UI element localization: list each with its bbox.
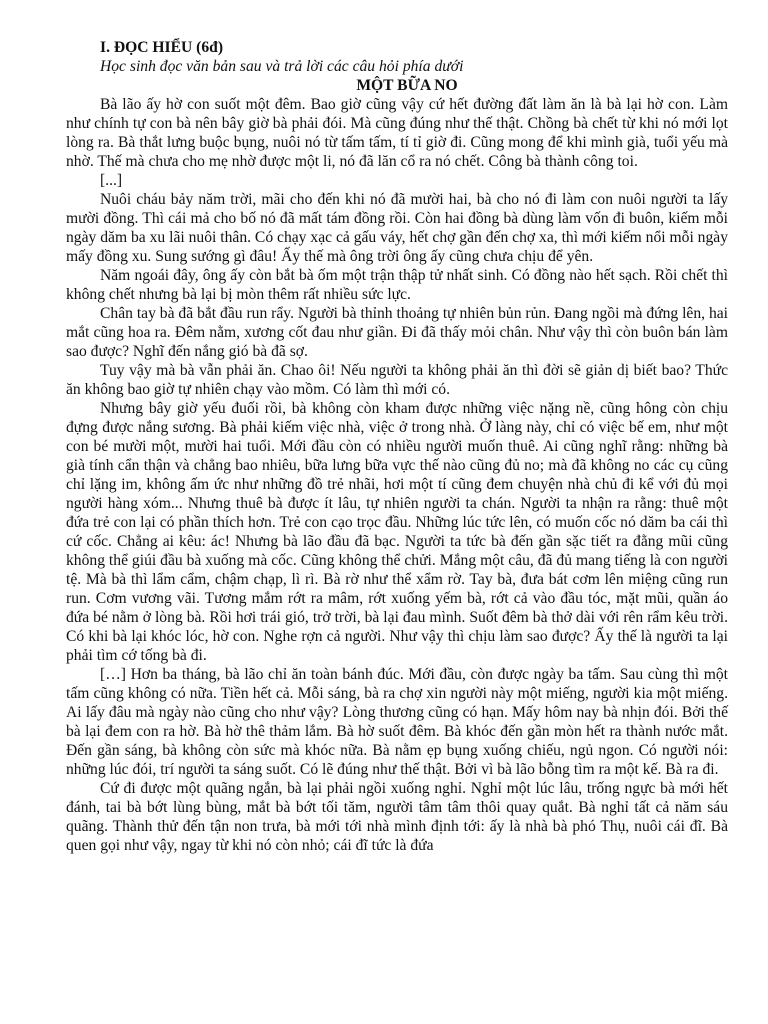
paragraph-5: Tuy vậy mà bà vẫn phải ăn. Chao ôi! Nếu người ta không phải ăn thì đời sẽ giản dị biết bao? Thức ăn không bao giờ tự nhiên chạy vào mồm. Có làm thì mới có. — [66, 362, 728, 398]
paragraph-7: […] Hơn ba tháng, bà lão chỉ ăn toàn bánh đúc. Mới đầu, còn được ngày ba tấm. Sau cùng thì một tấm cũng không có nữa. Tiền hết cả. Mỗi sáng, bà ra chợ xin người này một miếng, người kia một miếng. Ai lấy đâu mà ngày nào cũng cho như vậy? Lòng thương cũng có hạn. Mấy hôm nay bà nhịn đói. Bởi thế bà lại đem con ra hờ. Bà hờ thê thảm lắm. Bà hờ suốt đêm. Bà khóc đến gần mòn hết ra thành nước mắt. Đến gần sáng, bà không còn sức mà khóc nữa. Bà nằm ẹp bụng xuống chiếu, ngủ ngon. Có người nói: những lúc đói, trí người ta sáng suốt. Có lẽ đúng như thế thật. Bởi vì bà lão bỗng tìm ra một kế. Bà ra đi. — [66, 666, 728, 778]
story-title: MỘT BỮA NO — [356, 77, 458, 94]
paragraph-3: Năm ngoái đây, ông ấy còn bắt bà ốm một trận thập tử nhất sinh. Có đồng nào hết sạch. Rồi chết thì không chết nhưng bà lại bị mòn thêm rất nhiều sức lực. — [66, 267, 728, 303]
paragraph-2: Nuôi cháu bảy năm trời, mãi cho đến khi nó đã mười hai, bà cho nó đi làm con nuôi người ta lấy mười đồng. Thì cái mả cho bố nó đã mất tám đồng rồi. Còn hai đồng bà dùng làm vốn đi buôn, kiếm mỗi ngày dăm ba xu lãi nuôi thân. Có chạy xạc cả gấu váy, hết chợ gần đến chợ xa, thì mới kiếm nổi mỗi ngày mấy đồng xu. Sung sướng gì đâu! Ấy thế mà ông trời ông ấy cũng chưa chịu để yên. — [66, 191, 728, 265]
paragraph-6: Nhưng bây giờ yếu đuối rồi, bà không còn kham được những việc nặng nề, cũng hông còn chịu đựng được nắng sương. Bà phải kiếm việc nhà, việc ở trong nhà. Ở làng này, chỉ có việc bế em, như một con bé mười một, mười hai tuổi. Mới đầu còn có nhiều người muốn thuê. Ai cũng nghĩ rằng: những bà già tính cẩn thận và chẳng bao nhiêu, bữa lưng bữa vực thế nào cũng đủ no; mà đã không no các cụ cũng chỉ lặng im, không ấm ức như những đồ trẻ nhãi, hơi một tí cũng đem chuyện nhà chủ đi kể với đủ mọi người hàng xóm... Nhưng thuê bà được ít lâu, tự nhiên người ta chán. Người ta nhận ra rằng: thuê một đứa trẻ con lại có phần thích hơn. Trẻ con cạo trọc đầu. Những lúc tức lên, có muốn cốc nó dăm ba cái thì cứ cốc. Chẳng ai kêu: ác! Nhưng bà lão đầu đã bạc. Người ta tức bà đến gần sặc tiết ra đằng mũi cũng không thể giúi đầu bà xuống mà cốc. Cũng không thể chửi. Mắng một câu, đã đủ mang tiếng là con người tệ. Mà bà thì lẩm cẩm, chậm chạp, lì rì. Bà rờ như thể xẩm rờ. Tay bà, đưa bát cơm lên miệng cũng run run. Cơm vương vãi. Tương mắm rớt ra mâm, rớt xuống yếm bà, rớt cả vào đầu tóc, mặt mũi, quần áo đứa bé nằm ở lòng bà. Rồi hơi trái gió, trở trời, bà lại đau mình. Suốt đêm bà thở dài với rên rẩm kêu trời. Có khi bà lại khóc lóc, hờ con. Nghe rợn cả người. Như vậy thì chịu làm sao được? Ấy thế là người ta lại phải tìm cớ tống bà đi. — [66, 400, 728, 664]
paragraph-8: Cứ đi được một quãng ngắn, bà lại phải ngồi xuống nghỉ. Nghỉ một lúc lâu, trống ngực bà mới hết đánh, tai bà bớt lùng bùng, mắt bà bớt tối tăm, người tâm tâm thôi quay quắt. Bà nghỉ tất cả năm sáu quãng. Thành thử đến tận non trưa, bà mới tới nhà mình định tới: ấy là nhà bà phó Thụ, nuôi cái đĩ. Bà quen gọi như vậy, ngay từ khi nó còn nhỏ; cái đĩ tức là đứa — [66, 780, 728, 854]
instruction-text: Học sinh đọc văn bản sau và trả lời các câu hỏi phía dưới — [100, 58, 464, 75]
paragraph-4: Chân tay bà đã bắt đầu run rẩy. Người bà thỉnh thoảng tự nhiên bủn rủn. Đang ngồi mà đứng lên, hai mắt cũng hoa ra. Đêm nằm, xương cốt đau như giần. Đi đã thấy mỏi chân. Như vậy thì còn buôn bán làm sao được? Nghĩ đến nắng gió bà đã sợ. — [66, 305, 728, 360]
ellipsis-paragraph: [...] — [100, 172, 123, 189]
section-heading: I. ĐỌC HIỂU (6đ) — [100, 39, 224, 56]
paragraph-1: Bà lão ấy hờ con suốt một đêm. Bao giờ cũng vậy cứ hết đường đất làm ăn là bà lại hờ con. Làm như chính tự con bà nên bây giờ bà phải đói. Mà cũng đúng như thế thật. Chồng bà chết từ khi nó mới lọt lòng ra. Bà thắt lưng buộc bụng, nuôi nó từ tấm tấm, tí tỉ giờ đi. Cũng mong để khi mình già, tuổi yếu mà nhờ. Thế mà chưa cho mẹ nhờ được một li, nó đã lăn cổ ra nó chết. Công bà thành công toi. — [66, 96, 728, 170]
